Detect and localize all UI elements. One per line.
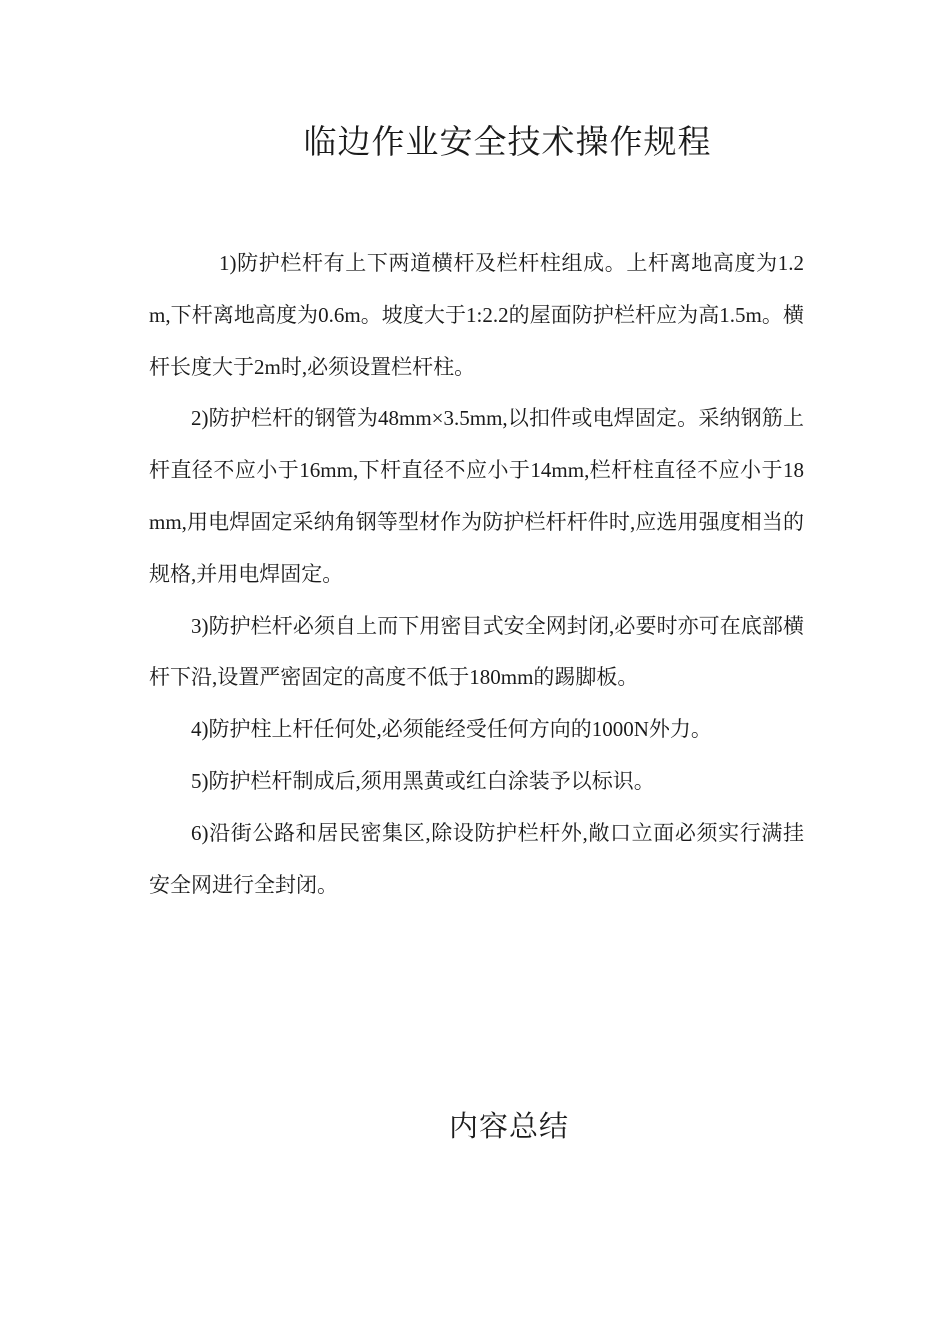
document-title: 临边作业安全技术操作规程 bbox=[303, 125, 712, 161]
summary-heading: 内容总结 bbox=[449, 1111, 570, 1143]
paragraph-1: 1)防护栏杆有上下两道横杆及栏杆柱组成。上杆离地高度为1.2m,下杆离地高度为0.6m。坡度大于1:2.2的屋面防护栏杆应为高1.5m。横杆长度大于2m时,必须设置栏杆柱。 bbox=[149, 251, 804, 379]
paragraph-3: 3)防护栏杆必须自上而下用密目式安全网封闭,必要时亦可在底部横杆下沿,设置严密固定的高度不低于180mm的踢脚板。 bbox=[149, 613, 804, 690]
paragraph-2: 2)防护栏杆的钢管为48mm×3.5mm,以扣件或电焊固定。采纳钢筋上杆直径不应小于16mm,下杆直径不应小于14mm,栏杆柱直径不应小于18mm,用电焊固定采纳角钢等型材作为防护栏杆杆件时,应选用强度相当的规格,并用电焊固定。 bbox=[149, 406, 804, 586]
paragraph-6: 6)沿街公路和居民密集区,除设防护栏杆外,敞口立面必须实行满挂安全网进行全封闭。 bbox=[149, 820, 804, 897]
paragraph-4: 4)防护柱上杆任何处,必须能经受任何方向的1000N外力。 bbox=[191, 717, 712, 742]
paragraph-5: 5)防护栏杆制成后,须用黑黄或红白涂装予以标识。 bbox=[191, 768, 655, 793]
document-body bbox=[149, 238, 804, 911]
